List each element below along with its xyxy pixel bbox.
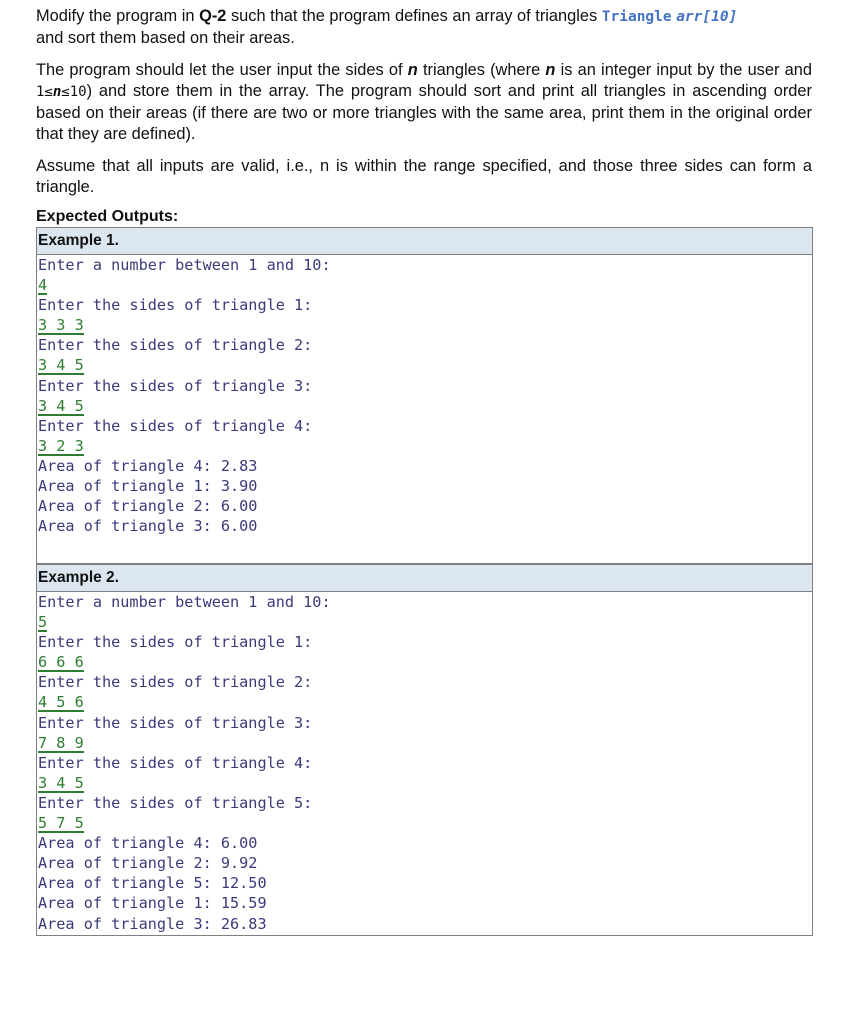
range-expression: 1≤n≤10 xyxy=(36,84,87,100)
req-text: ) and store them in the array. The program should sort and print all triangles in ascending order based on their areas (if there are two or more triangles with the same area, print them in the original order that they are defined). xyxy=(36,82,812,143)
console-output-line xyxy=(38,456,812,476)
program-output-text: Enter the sides of triangle 1: xyxy=(38,296,313,315)
req-text: is an integer input by the user and xyxy=(555,61,812,79)
program-output-text: Enter the sides of triangle 3: xyxy=(38,376,313,395)
program-output-text: Area of triangle 1: 3.90 xyxy=(38,477,258,496)
console-output-line xyxy=(38,476,812,496)
console-input-line xyxy=(38,813,812,833)
example-1-box xyxy=(36,227,813,564)
console-output-line xyxy=(38,416,812,436)
console-output-line xyxy=(38,853,812,873)
var-n: n xyxy=(407,61,418,79)
program-output-text: Area of triangle 3: 26.83 xyxy=(38,914,267,933)
console-output-line xyxy=(38,793,812,813)
program-output-text: Area of triangle 5: 12.50 xyxy=(38,874,267,893)
requirements-paragraph xyxy=(36,60,812,145)
expected-outputs-heading: Expected Outputs: xyxy=(36,208,179,225)
console-input-line xyxy=(38,275,812,295)
assignment-document xyxy=(36,6,812,936)
console-output-line xyxy=(38,713,812,733)
user-input-text: 3 4 5 xyxy=(38,356,84,375)
user-input-text: 4 5 6 xyxy=(38,693,84,712)
task-text: Modify the program in xyxy=(36,7,200,25)
program-output-text: Enter a number between 1 and 10: xyxy=(38,593,331,611)
console-output-line xyxy=(38,496,812,516)
console-output-line xyxy=(38,873,812,893)
var-n: n xyxy=(545,61,556,79)
program-output-text: Area of triangle 2: 9.92 xyxy=(38,854,258,873)
program-output-text: Area of triangle 4: 6.00 xyxy=(38,834,258,853)
console-output-line xyxy=(38,914,812,934)
console-output-line xyxy=(38,753,812,773)
console-input-line xyxy=(38,733,812,753)
program-output-text: Enter the sides of triangle 4: xyxy=(38,753,313,772)
program-output-text: Enter the sides of triangle 1: xyxy=(38,633,313,652)
program-output-text: Enter the sides of triangle 2: xyxy=(38,673,313,692)
program-output-text: Enter the sides of triangle 2: xyxy=(38,336,313,355)
console-output-line xyxy=(38,516,812,536)
assumption-paragraph: Assume that all inputs are valid, i.e., n is within the range specified, and those three sides can form a triangle. xyxy=(36,157,812,196)
console-output-line xyxy=(38,255,812,275)
example-2-title: Example 2. xyxy=(37,564,812,592)
program-output-text: Enter the sides of triangle 4: xyxy=(38,416,313,435)
example-2-console xyxy=(37,592,812,934)
console-output-line xyxy=(38,295,812,315)
program-output-text: Enter a number between 1 and 10: xyxy=(38,256,331,274)
question-ref: Q-2 xyxy=(199,7,227,25)
console-output-line xyxy=(38,672,812,692)
program-output-text: Area of triangle 2: 6.00 xyxy=(38,497,258,516)
console-input-line xyxy=(38,436,812,456)
program-output-text: Area of triangle 1: 15.59 xyxy=(38,894,267,913)
console-output-line xyxy=(38,376,812,396)
console-input-line xyxy=(38,612,812,632)
task-text: and sort them based on their areas. xyxy=(36,29,295,47)
program-output-text: Area of triangle 4: 2.83 xyxy=(38,456,258,475)
console-input-line xyxy=(38,396,812,416)
task-paragraph xyxy=(36,6,812,49)
user-input-text: 3 3 3 xyxy=(38,316,84,335)
user-input-text: 3 2 3 xyxy=(38,436,84,455)
example-1-console xyxy=(37,255,812,536)
console-output-line xyxy=(38,632,812,652)
program-output-text: Enter the sides of triangle 3: xyxy=(38,713,313,732)
console-input-line xyxy=(38,315,812,335)
user-input-text: 6 6 6 xyxy=(38,653,84,672)
console-output-line xyxy=(38,833,812,853)
console-input-line xyxy=(38,652,812,672)
code-array-decl: arr[10] xyxy=(676,9,738,25)
example-1-title: Example 1. xyxy=(37,228,812,255)
user-input-text: 3 4 5 xyxy=(38,773,84,792)
req-text: triangles (where xyxy=(417,61,546,79)
user-input-text: 7 8 9 xyxy=(38,733,84,752)
example-2-box xyxy=(36,564,813,936)
task-text: such that the program defines an array of triangles xyxy=(226,7,602,25)
console-input-line xyxy=(38,355,812,375)
console-output-line xyxy=(38,893,812,913)
program-output-text: Enter the sides of triangle 5: xyxy=(38,793,313,812)
console-output-line xyxy=(38,592,812,612)
code-type-name: Triangle xyxy=(601,9,672,25)
program-output-text: Area of triangle 3: 6.00 xyxy=(38,517,258,536)
user-input-text: 4 xyxy=(38,276,48,295)
user-input-text: 5 7 5 xyxy=(38,814,84,833)
console-input-line xyxy=(38,773,812,793)
req-text: The program should let the user input the sides of xyxy=(36,61,408,79)
user-input-text: 3 4 5 xyxy=(38,396,84,415)
console-input-line xyxy=(38,692,812,712)
user-input-text: 5 xyxy=(38,613,48,632)
console-output-line xyxy=(38,335,812,355)
